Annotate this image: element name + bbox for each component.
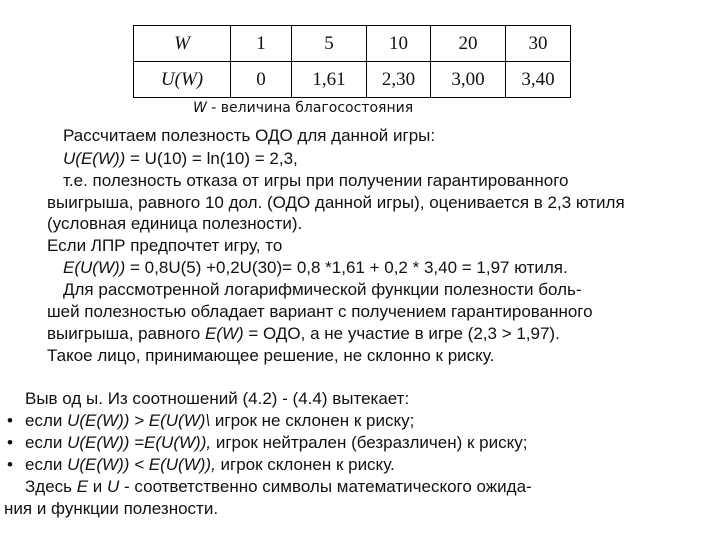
- text-segment: если: [25, 411, 68, 430]
- text-line: [63, 280, 582, 300]
- table-row-utility: [134, 62, 571, 98]
- text-segment: и: [88, 477, 108, 496]
- text-line: [63, 126, 435, 146]
- text-segment: игрок не склонен к риску;: [210, 411, 415, 430]
- table-cell: 3,00: [431, 62, 506, 98]
- utility-table: [133, 25, 571, 98]
- text-segment: игрок склонен к риску.: [215, 455, 395, 474]
- text-segment: Такое лицо, принимающее решение, не склонно к риску.: [47, 346, 495, 365]
- text-line: [47, 302, 593, 322]
- text-segment: выигрыша, равного 10 дол. (ОДО данной игры), оценивается в 2,3 ютиля: [47, 193, 625, 212]
- table-cell: 3,40: [506, 62, 571, 98]
- formula-segment: E: [76, 477, 89, 496]
- text-segment: = U(10) = ln(10) = 2,3,: [125, 149, 298, 168]
- text-segment: Для рассмотренной логарифмической функции полезности боль-: [63, 280, 582, 299]
- table-cell: 1,61: [292, 62, 367, 98]
- bullet-item: [25, 455, 395, 475]
- text-segment: = 0,8U(5) +0,2U(30)= 0,8 *1,61 + 0,2 * 3,40 = 1,97 ютиля.: [125, 258, 568, 277]
- formula-segment: E(U(W)): [63, 258, 126, 277]
- table-cell: 0: [231, 62, 292, 98]
- formula-segment: U: [107, 477, 120, 496]
- text-segment: Если ЛПР предпочтет игру, то: [47, 236, 283, 255]
- table-cell: 10: [367, 26, 431, 62]
- formula-segment: U(E(W)): [63, 149, 126, 168]
- formula-segment: U(E(W)) > E(U(W)\: [67, 411, 211, 430]
- text-line: [25, 477, 532, 497]
- text-line: [4, 499, 218, 519]
- formula-segment: U(E(W)) =E(U(W)),: [67, 433, 212, 452]
- text-line: [63, 171, 569, 191]
- table-cell: 1: [231, 26, 292, 62]
- text-line: [47, 193, 625, 213]
- text-segment: (условная единица полезности).: [47, 214, 303, 233]
- text-line: [47, 236, 282, 256]
- text-segment: шей полезностью обладает вариант с получением гарантированного: [47, 302, 593, 321]
- table-cell: 30: [506, 26, 571, 62]
- bullet-marker: •: [7, 411, 13, 430]
- bullet-marker: •: [7, 433, 13, 452]
- caption-variable: W: [193, 100, 207, 116]
- table-row-wealth: [134, 26, 571, 62]
- bullet-marker: •: [7, 455, 13, 474]
- table-cell: W: [134, 26, 231, 62]
- text-segment: выигрыша, равного: [47, 324, 205, 343]
- conclusion-heading: Выв од ы. Из соотношений (4.2) - (4.4) вытекает:: [25, 389, 410, 408]
- caption-text: - величина благосостояния: [206, 100, 414, 116]
- formula-segment: E(W): [204, 324, 244, 343]
- text-segment: ния и функции полезности.: [4, 499, 219, 518]
- text-segment: если: [25, 455, 68, 474]
- bullet-item: [25, 433, 527, 453]
- text-segment: т.е. полезность отказа от игры при получении гарантированного: [63, 171, 569, 190]
- table-cell: 20: [431, 26, 506, 62]
- table-cell: U(W): [134, 62, 231, 98]
- text-segment: игрок нейтрален (безразличен) к риску;: [211, 433, 528, 452]
- text-segment: = ОДО, а не участие в игре (2,3 > 1,97).: [243, 324, 560, 343]
- table-caption: [193, 100, 413, 116]
- text-segment: если: [25, 433, 68, 452]
- text-line: [47, 214, 302, 234]
- text-segment: Здесь: [25, 477, 77, 496]
- text-line: [63, 149, 298, 169]
- bullet-item: [25, 411, 414, 431]
- text-line: [63, 258, 568, 278]
- table-cell: 5: [292, 26, 367, 62]
- text-segment: Рассчитаем полезность ОДО для данной игры:: [63, 126, 436, 145]
- text-line: [47, 346, 494, 366]
- table-cell: 2,30: [367, 62, 431, 98]
- text-segment: - соответственно символы математического ожида-: [119, 477, 532, 496]
- text-line: [47, 324, 560, 344]
- formula-segment: U(E(W)) < E(U(W)),: [67, 455, 216, 474]
